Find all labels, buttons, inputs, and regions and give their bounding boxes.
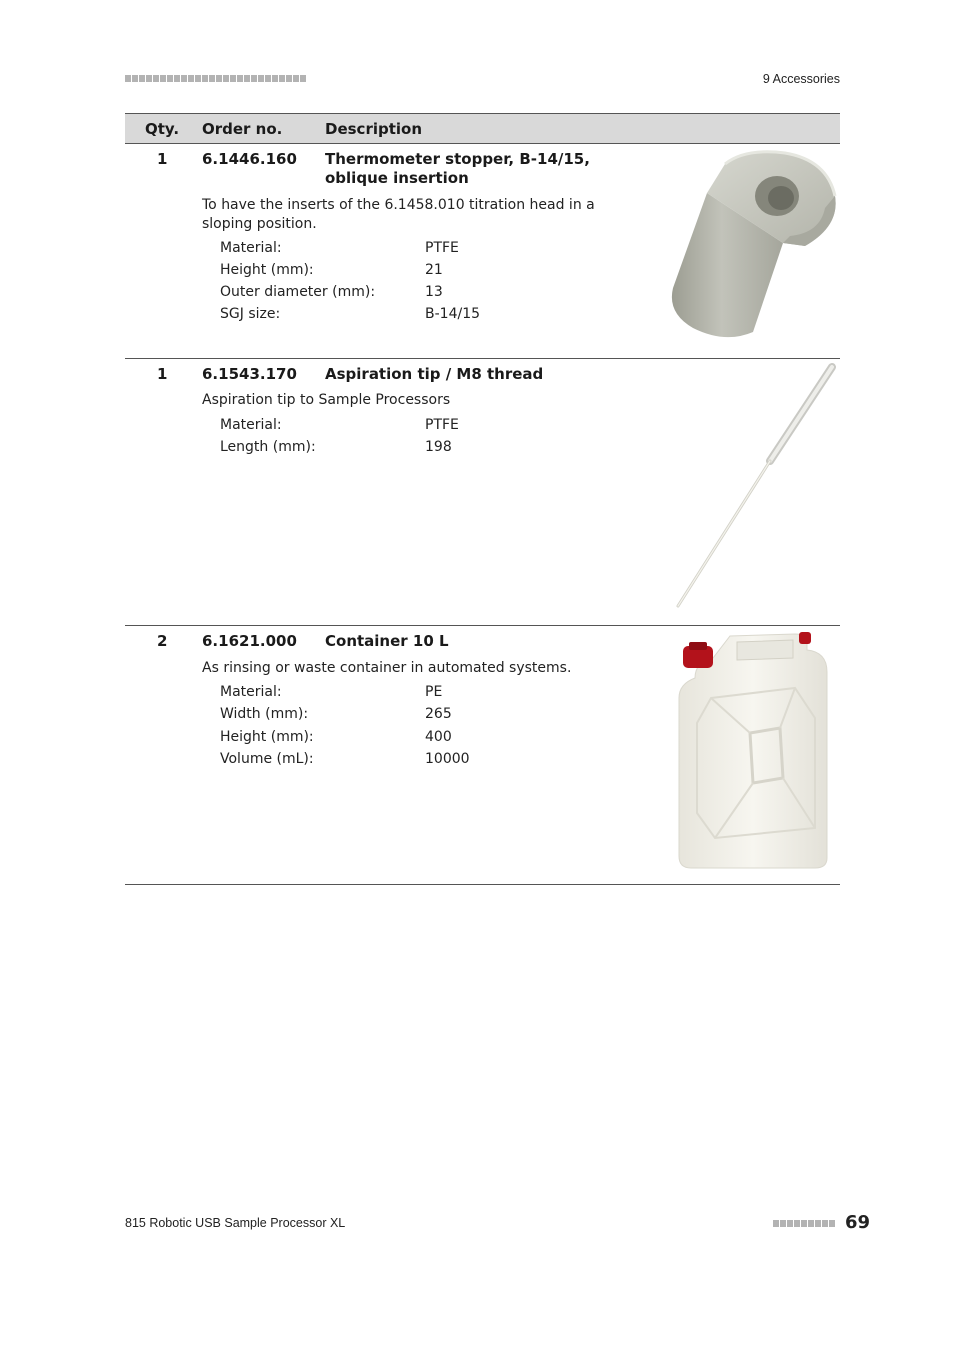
spec-key: Length (mm): [220, 439, 316, 455]
spec-key: Height (mm): [220, 262, 314, 278]
row-name: Thermometer stopper, B-14/15, oblique insertion [325, 150, 590, 187]
spec-value: 10000 [425, 751, 470, 767]
spec-value: B-14/15 [425, 306, 481, 322]
column-qty: Qty. [145, 120, 180, 138]
spec-value: 13 [425, 284, 443, 300]
spec-value: 265 [425, 706, 452, 722]
row-qty: 1 [157, 365, 168, 383]
spec-value: 21 [425, 262, 443, 278]
spec-value: 198 [425, 439, 452, 455]
column-order-no: Order no. [202, 120, 283, 138]
table-row [125, 626, 840, 885]
row-order-no: 6.1543.170 [202, 365, 297, 383]
row-description: To have the inserts of the 6.1458.010 titration head in a sloping position. [202, 197, 595, 232]
spec-key: Material: [220, 240, 282, 256]
spec-value: PE [425, 684, 443, 700]
spec-key: Material: [220, 417, 282, 433]
row-qty: 2 [157, 632, 168, 650]
footer-product-name: 815 Robotic USB Sample Processor XL [125, 1216, 346, 1230]
table-row [125, 144, 840, 359]
spec-value: 400 [425, 729, 452, 745]
section-title: 9 Accessories [762, 72, 840, 86]
spec-key: Width (mm): [220, 706, 309, 722]
row-name: Aspiration tip / M8 thread [325, 365, 544, 383]
header-decoration-dots [125, 75, 306, 82]
row-description: Aspiration tip to Sample Processors [202, 392, 451, 408]
row-order-no: 6.1621.000 [202, 632, 297, 650]
table-header [125, 113, 840, 144]
thermometer-stopper-image [665, 148, 840, 343]
spec-key: Height (mm): [220, 729, 314, 745]
row-description: As rinsing or waste container in automated systems. [202, 660, 572, 676]
spec-key: SGJ size: [220, 306, 281, 322]
spec-value: PTFE [425, 240, 459, 256]
column-description: Description [325, 120, 423, 138]
row-order-no: 6.1446.160 [202, 150, 297, 168]
page-number: 69 [845, 1212, 871, 1233]
table-row [125, 359, 840, 626]
spec-key: Volume (mL): [220, 751, 314, 767]
spec-value: PTFE [425, 417, 459, 433]
row-name: Container 10 L [325, 632, 449, 650]
spec-key: Material: [220, 684, 282, 700]
container-10l-image [675, 628, 840, 873]
footer-decoration-dots [773, 1220, 835, 1227]
spec-key: Outer diameter (mm): [220, 284, 376, 300]
row-qty: 1 [157, 150, 168, 168]
aspiration-tip-image [670, 361, 840, 611]
